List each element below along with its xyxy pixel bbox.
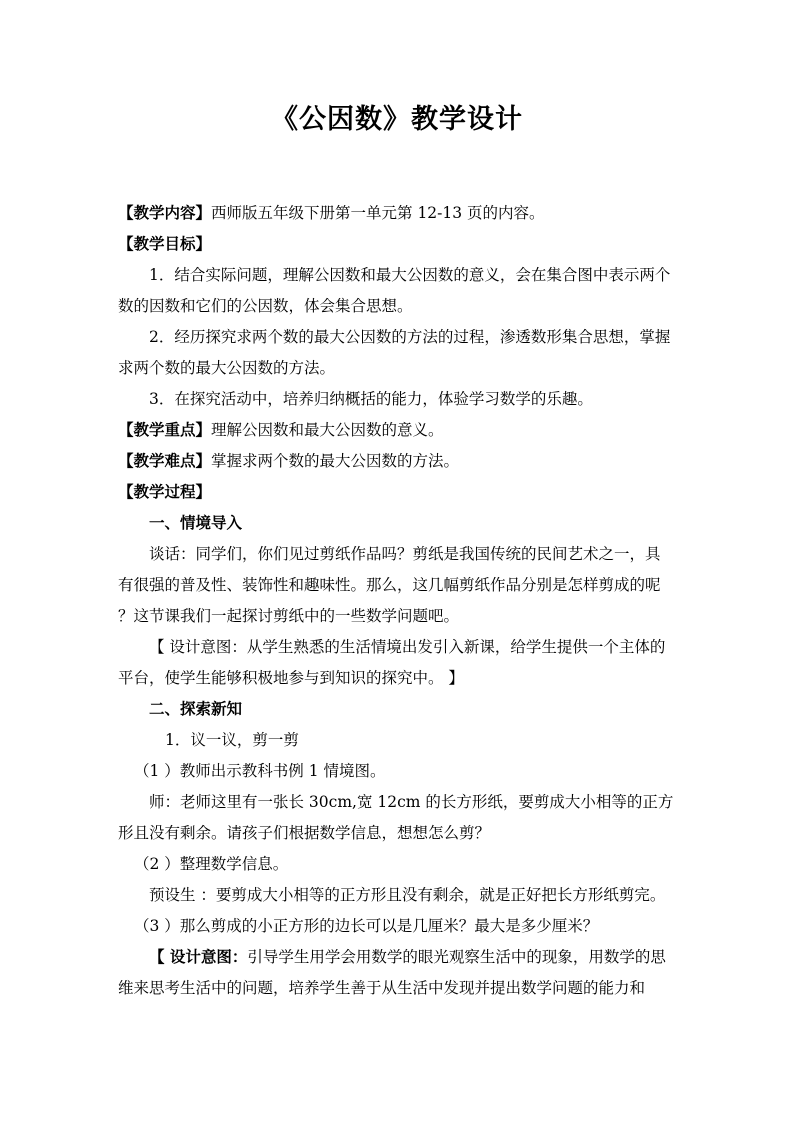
section2-intent [118, 942, 674, 1004]
objectives-label: 【教学目标】 [118, 235, 212, 253]
section2-intent-label: 【 设计意图： [149, 948, 248, 966]
key-point-label: 【教学重点】 [118, 421, 212, 439]
section1-heading: 一、情境导入 [149, 514, 243, 532]
content-text: 西师版五年级下册第一单元第 12-13 页的内容。 [211, 204, 545, 222]
section2-student: 预设生 ：要剪成大小相等的正方形且没有剩余，就是正好把长方形纸剪完。 [149, 886, 666, 904]
process-label: 【教学过程】 [118, 483, 212, 501]
section1-intent: 【 设计意图：从学生熟悉的生活情境出发引入新课，给学生提供一个主体的平台，使学生能够积极地参与到知识的探究中。 】 [118, 638, 666, 687]
section1-talk: 谈话：同学们，你们见过剪纸作品吗？剪纸是我国传统的民间艺术之一，具有很强的普及性、装饰性和趣味性。那么，这几幅剪纸作品分别是怎样剪成的呢 ？这节课我们一起探讨剪纸中的一些数学问题吧。 [118, 545, 661, 625]
objective-item-1: 1．结合实际问题，理解公因数和最大公因数的意义，会在集合图中表示两个数的因数和它们的公因数，体会集合思想。 [118, 266, 671, 315]
objective-item-2: 2．经历探究求两个数的最大公因数的方法的过程，渗透数形集合思想，掌握求两个数的最大公因数的方法。 [118, 328, 671, 377]
section2-intent-text: 引导学生用学会用数学的眼光观察生活中的现象，用数学的思维来思考生活中的问题，培养学生善于从生活中发现并提出数学问题的能力和 [118, 948, 666, 997]
section2-teacher: 师：老师这里有一张长 30cm,宽 12cm 的长方形纸，要剪成大小相等的正方形且没有剩余。请孩子们根据数学信息，想想怎么剪？ [118, 793, 674, 842]
key-point-text: 理解公因数和最大公因数的意义。 [211, 421, 444, 439]
content-paragraph [118, 198, 674, 229]
page-title: 《公因数》教学设计 [271, 104, 523, 135]
objective-item-3: 3．在探究活动中，培养归纳概括的能力，体验学习数学的乐趣。 [149, 390, 593, 408]
content-label: 【教学内容】 [118, 204, 212, 222]
section2-step2: （2 ）整理数学信息。 [134, 855, 289, 873]
document-body [118, 198, 674, 1004]
section2-step1: （1 ）教师出示教科书例 1 情境图。 [134, 762, 386, 780]
difficulty-label: 【教学难点】 [118, 452, 212, 470]
difficulty-paragraph [118, 446, 674, 477]
difficulty-text: 掌握求两个数的最大公因数的方法。 [211, 452, 460, 470]
section2-step3: （3 ）那么剪成的小正方形的边长可以是几厘米？最大是多少厘米？ [134, 917, 599, 935]
key-point-paragraph [118, 415, 674, 446]
section2-sub1: 1．议一议，剪一剪 [165, 731, 299, 749]
section2-heading: 二、探索新知 [149, 700, 243, 718]
